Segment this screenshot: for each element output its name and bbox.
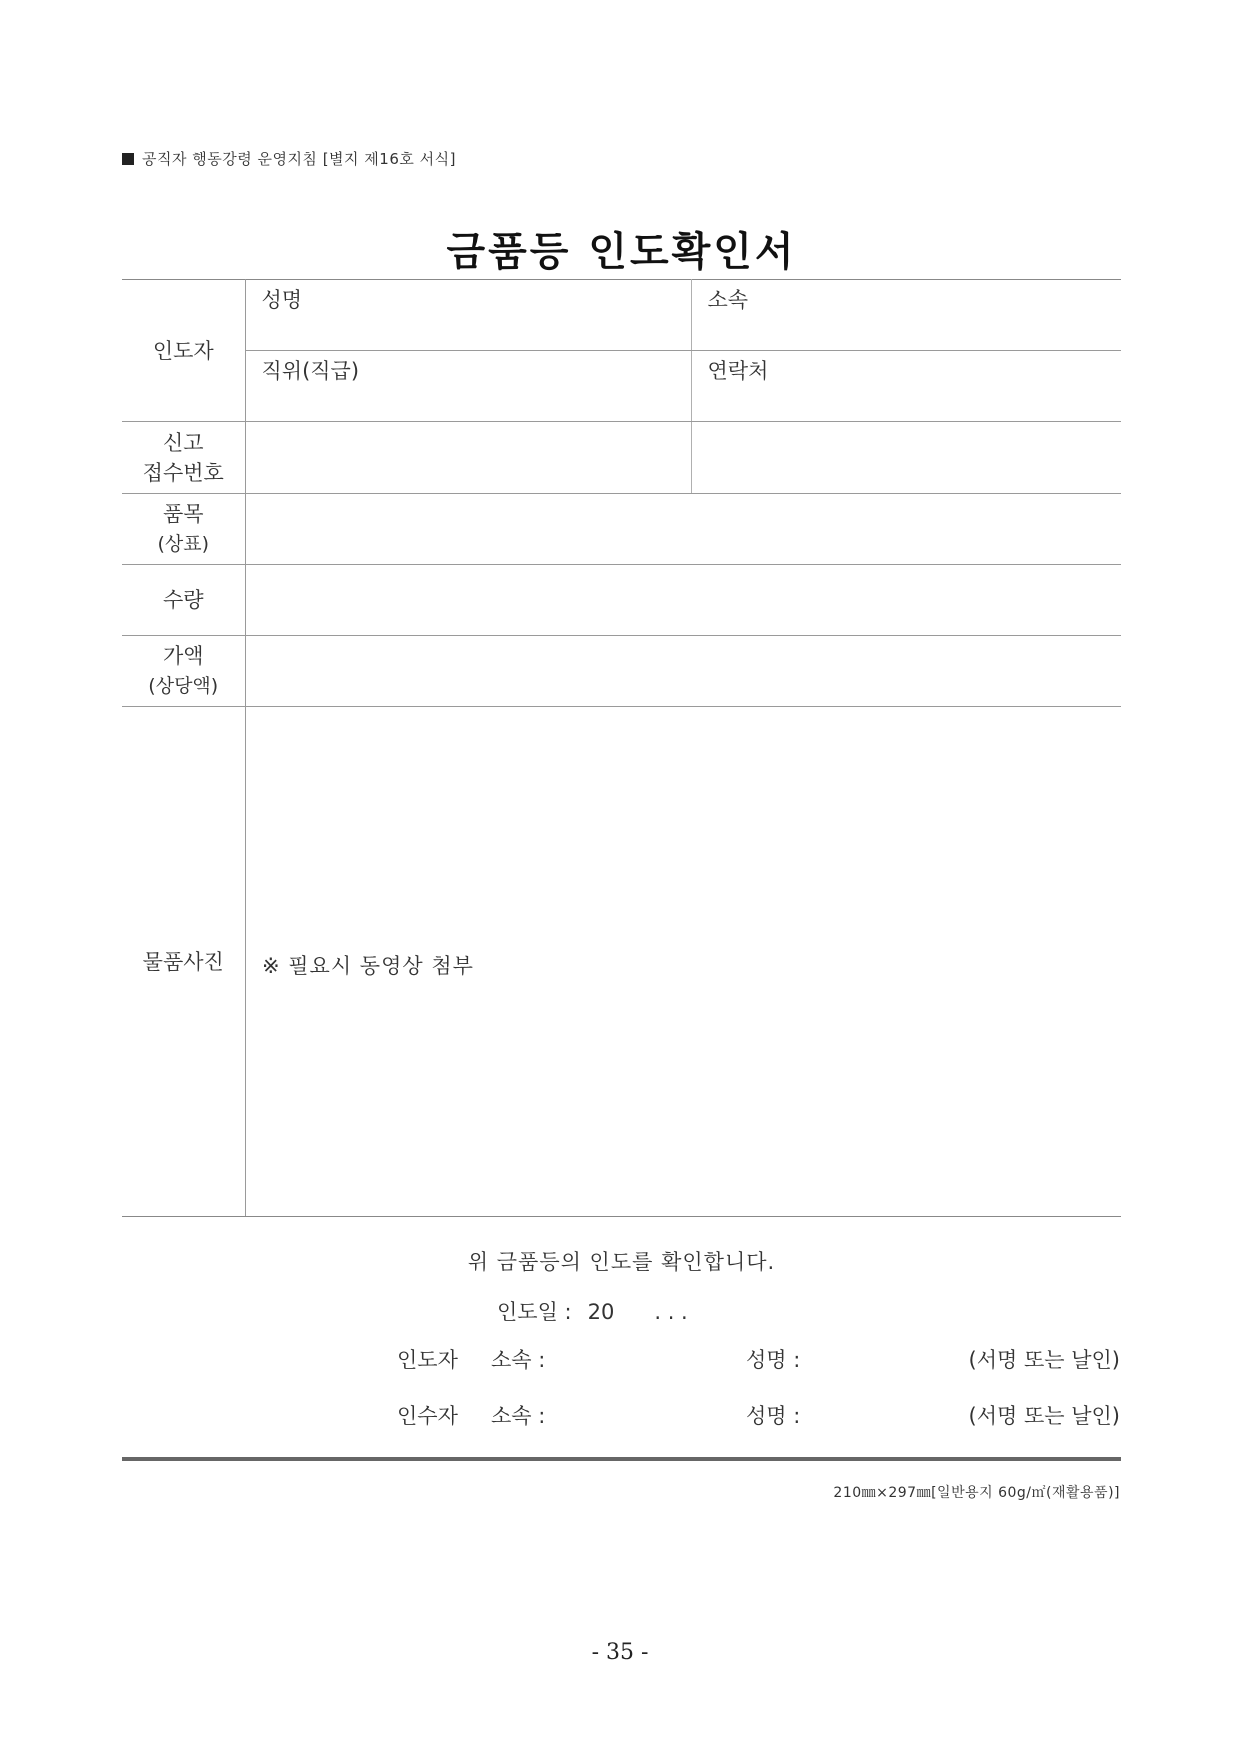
item-label-line1: 품목: [162, 502, 204, 526]
affiliation-field[interactable]: 소속: [691, 280, 1121, 351]
report-number-field[interactable]: [245, 422, 691, 494]
item-label-line2: (상표): [157, 533, 210, 555]
date-year[interactable]: 20: [587, 1300, 615, 1324]
item-label: [122, 494, 245, 565]
report-number-label-line2: 접수번호: [142, 460, 224, 485]
deliverer-label: 인도자: [122, 280, 245, 422]
signature-name[interactable]: 성명 :: [746, 1348, 801, 1372]
contact-field[interactable]: 연락처: [691, 351, 1121, 422]
price-label-line1: 가액: [162, 644, 204, 668]
price-field[interactable]: [245, 636, 1121, 707]
bottom-divider: [122, 1457, 1121, 1461]
price-label: [122, 636, 245, 707]
quantity-field[interactable]: [245, 565, 1121, 636]
report-number-extra-field[interactable]: [691, 422, 1121, 494]
form-reference-text: 공직자 행동강령 운영지침 [별지 제16호 서식]: [142, 150, 456, 168]
report-number-label: [122, 422, 245, 494]
signature-affiliation[interactable]: 소속 :: [491, 1404, 546, 1428]
item-field[interactable]: [245, 494, 1121, 565]
price-label-line2: (상당액): [148, 675, 219, 697]
photo-note: ※ 필요시 동영상 첨부: [262, 954, 474, 978]
signature-role: 인도자: [397, 1348, 458, 1372]
square-bullet-icon: [122, 153, 134, 165]
paper-spec: 210㎜×297㎜[일반용지 60g/㎡(재활용품)]: [833, 1485, 1120, 1501]
handover-date-line: [497, 1296, 688, 1326]
document-title: 금품등 인도확인서: [446, 229, 797, 275]
photo-label: 물품사진: [122, 707, 245, 1217]
name-field[interactable]: 성명: [245, 280, 691, 351]
form-reference-note: [122, 148, 456, 169]
handover-form-table: [122, 279, 1121, 1217]
position-field[interactable]: 직위(직급): [245, 351, 691, 422]
quantity-label: 수량: [122, 565, 245, 636]
report-number-label-line1: 신고: [162, 430, 204, 455]
signature-stamp[interactable]: (서명 또는 날인): [968, 1404, 1120, 1428]
date-label: 인도일 :: [497, 1300, 572, 1324]
signature-name[interactable]: 성명 :: [746, 1404, 801, 1428]
confirmation-text: 위 금품등의 인도를 확인합니다.: [467, 1250, 776, 1274]
signature-stamp[interactable]: (서명 또는 날인): [968, 1348, 1120, 1372]
page-number: - 35 -: [591, 1640, 649, 1665]
date-dots[interactable]: . . .: [654, 1300, 688, 1324]
signature-affiliation[interactable]: 소속 :: [491, 1348, 546, 1372]
signature-role: 인수자: [397, 1404, 458, 1428]
